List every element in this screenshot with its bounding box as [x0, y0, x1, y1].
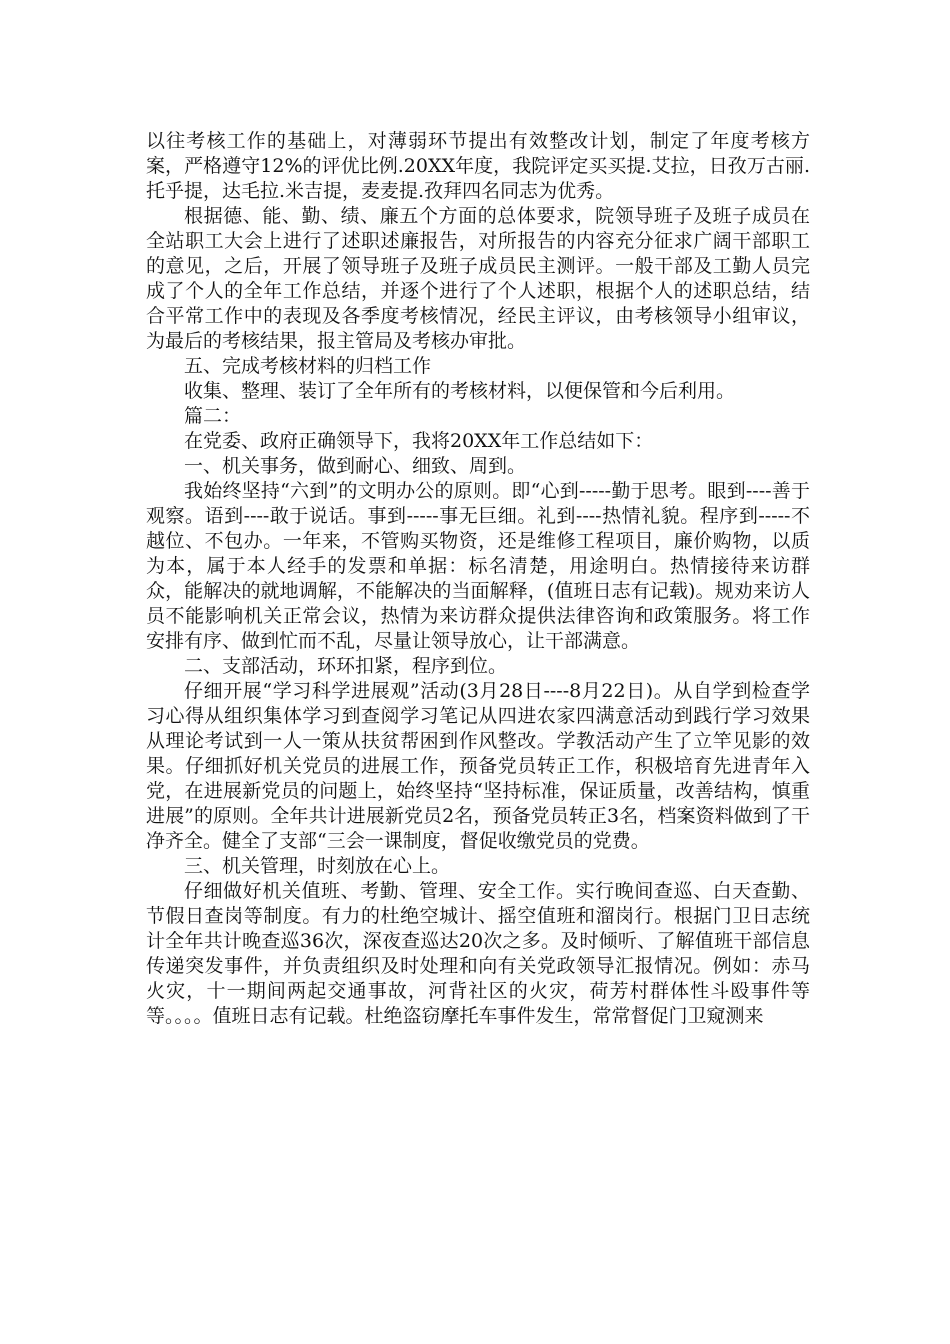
paragraph: 在党委、政府正确领导下，我将20XX年工作总结如下：	[184, 430, 654, 452]
paragraph: 根据德、能、勤、绩、廉五个方面的总体要求，院领导班子及班子成员在全站职工大会上进行了述职述廉报告，对所报告的内容充分征求广阔干部职工的意见，之后，开展了领导班子及班子成员民主测评。一般干部及工勤人员完成了个人的全年工作总结，并逐个进行了个人述职，根据个人的述职总结，结合平常工作中的表现及各季度考核情况，经民主评议，由考核领导小组审议，为最后的考核结果，报主管局及考核办审批。	[146, 205, 810, 352]
chapter-heading: 篇二：	[184, 405, 242, 427]
paragraph-continuation: 以往考核工作的基础上，对薄弱环节提出有效整改计划，制定了年度考核方案，严格遵守12%的评优比例.20XX年度，我院评定买买提.艾拉，日孜万古丽.托乎提，达毛拉.米吉提，麦麦提.孜拜四名同志为优秀。	[146, 130, 810, 202]
section-heading: 一、机关事务，做到耐心、细致、周到。	[184, 455, 527, 477]
document-body	[146, 129, 810, 1029]
paragraph: 仔细做好机关值班、考勤、管理、安全工作。实行晚间查巡、白天查勤、节假日查岗等制度。有力的杜绝空城计、摇空值班和溜岗行。根据门卫日志统计全年共计晚查巡36次，深夜查巡达20次之多。及时倾听、了解值班干部信息传递突发事件，并负责组织及时处理和向有关党政领导汇报情况。例如：赤马火灾，十一期间两起交通事故，河背社区的火灾，荷芳村群体性斗殴事件等等。。。。值班日志有记载。杜绝盗窃摩托车事件发生，常常督促门卫窥测来	[146, 880, 810, 1027]
section-heading: 五、完成考核材料的归档工作	[184, 355, 432, 377]
paragraph: 仔细开展“学习科学进展观”活动(3月28日----8月22日)。从自学到检查学习心得从组织集体学习到查阅学习笔记从四进农家四满意活动到践行学习效果从理论考试到一人一策从扶贫帮困到作风整改。学教活动产生了立竿见影的效果。仔细抓好机关党员的进展工作，预备党员转正工作，积极培育先进青年入党，在进展新党员的问题上，始终坚持“坚持标准，保证质量，改善结构，慎重进展”的原则。全年共计进展新党员2名，预备党员转正3名，档案资料做到了干净齐全。健全了支部“三会一课制度，督促收缴党员的党费。	[146, 680, 810, 852]
paragraph: 收集、整理、装订了全年所有的考核材料，以便保管和今后利用。	[184, 380, 736, 402]
section-heading: 三、机关管理，时刻放在心上。	[184, 855, 451, 877]
paragraph: 我始终坚持“六到”的文明办公的原则。即“心到-----勤于思考。眼到----善于观察。语到----敢于说话。事到-----事无巨细。礼到----热情礼貌。程序到-----不越位、不包办。一年来，不管购买物资，还是维修工程项目，廉价购物，以质为本，属于本人经手的发票和单据：标名清楚，用途明白。热情接待来访群众，能解决的就地调解，不能解决的当面解释，(值班日志有记载)。规劝来访人员不能影响机关正常会议，热情为来访群众提供法律咨询和政策服务。将工作安排有序、做到忙而不乱，尽量让领导放心，让干部满意。	[146, 480, 810, 652]
section-heading: 二、支部活动，环环扣紧，程序到位。	[184, 655, 508, 677]
